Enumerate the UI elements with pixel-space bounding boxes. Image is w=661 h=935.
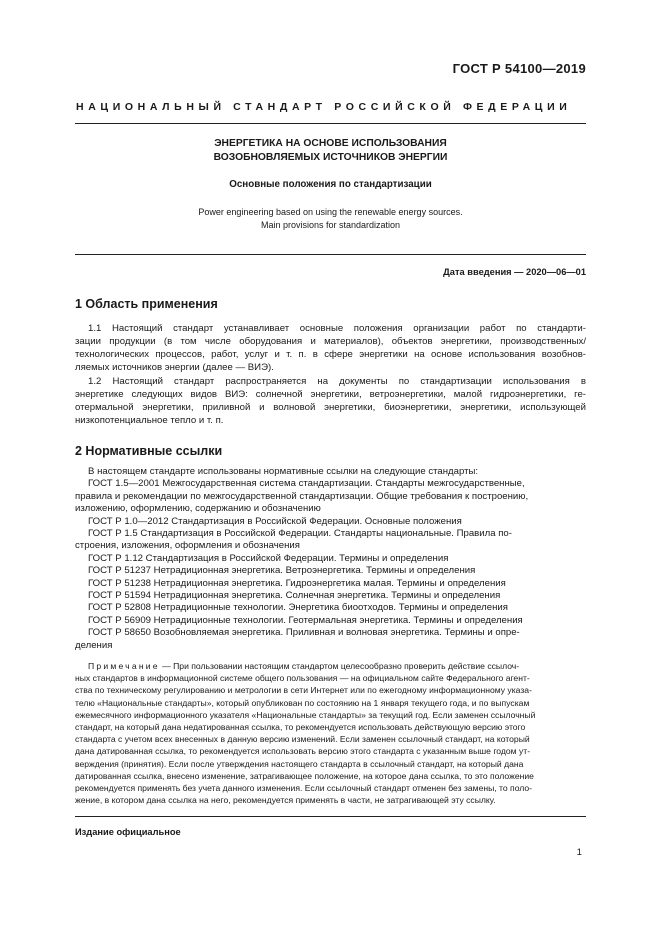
reference-line: ГОСТ Р 51238 Нетрадиционная энергетика. Гидроэнергетика малая. Термины и определения xyxy=(88,577,506,589)
title-line-1: ЭНЕРГЕТИКА НА ОСНОВЕ ИСПОЛЬЗОВАНИЯ xyxy=(214,138,447,149)
note-line: дана датированная ссылка, то рекомендуется использовать версию этого стандарта с указанным выше годом ут- xyxy=(75,746,531,757)
note-line: верждения (принятия). Если после утверждения настоящего стандарта в ссылочный стандарт, на который дана xyxy=(75,758,524,769)
reference-line: ГОСТ Р 51594 Нетрадиционная энергетика. Солнечная энергетика. Термины и определения xyxy=(88,590,501,602)
official-edition-label: Издание официальное xyxy=(75,827,181,837)
top-divider xyxy=(75,123,586,124)
reference-line: изложению, оформлению, содержанию и обозначению xyxy=(75,503,321,515)
references-note xyxy=(75,660,586,806)
english-title-line-2: Main provisions for standardization xyxy=(260,220,401,230)
document-number: ГОСТ Р 54100—2019 xyxy=(452,61,586,76)
paragraph-line: технологических процессов, работ, услуг и т. п. в сфере энергетики на основе использования возобнов- xyxy=(75,349,586,360)
note-line: телю «Национальные стандарты», который опубликован по состоянию на 1 января текущего года, и по выпускам xyxy=(75,697,530,708)
note-label: Примечание xyxy=(88,661,160,671)
note-line: ежемесячного информационного указателя «Национальные стандарты» за текущий год. Если заменен ссылочный xyxy=(75,709,536,720)
paragraph-line: ляемых источников энергии (далее — ВИЭ). xyxy=(75,362,274,373)
note-line: датированная ссылка, внесено изменение, затрагивающее положение, на которое дана ссылка, то это положение xyxy=(75,770,534,781)
normative-references-list xyxy=(75,466,586,652)
reference-line: деления xyxy=(75,639,113,651)
english-title-line-1: Power engineering based on using the renewable energy sources. xyxy=(198,207,463,217)
paragraph-line: зации продукции (в том числе оборудования и материалов), объектов энергетики, производственных/ xyxy=(75,336,586,347)
paragraph-line: 1.1 Настоящий стандарт устанавливает основные положения организации работ по стандарти- xyxy=(88,323,586,334)
section-1-paragraph-1 xyxy=(75,322,586,374)
reference-line: ГОСТ Р 56909 Нетрадиционные технологии. Геотермальная энергетика. Термины и определения xyxy=(88,614,523,626)
paragraph-line: 1.2 Настоящий стандарт распространяется на документы по стандартизации использования в xyxy=(88,376,586,387)
document-subtitle: Основные положения по стандартизации xyxy=(229,179,432,190)
note-line: стандарта с учетом всех внесенных в данную версию изменений. Если заменен ссылочный стандарт, на который xyxy=(75,734,530,745)
reference-line: правила и рекомендации по межгосударственной стандартизации. Общие требования к построению, xyxy=(75,490,529,502)
paragraph-line: низкопотенциальное тепло и т. п. xyxy=(75,415,224,426)
page-number: 1 xyxy=(576,847,582,858)
footer-divider xyxy=(75,816,586,817)
document-title xyxy=(75,137,586,165)
section-1-paragraph-2 xyxy=(75,375,586,427)
note-text: — При пользовании настоящим стандартом целесообразно проверить действие ссылоч- xyxy=(159,661,520,671)
title-line-2: ВОЗОБНОВЛЯЕМЫХ ИСТОЧНИКОВ ЭНЕРГИИ xyxy=(213,152,448,163)
section-1-heading: 1 Область применения xyxy=(75,297,218,311)
reference-line: ГОСТ Р 52808 Нетрадиционные технологии. Энергетика биоотходов. Термины и определения xyxy=(88,602,508,614)
reference-line: В настоящем стандарте использованы нормативные ссылки на следующие стандарты: xyxy=(88,466,479,477)
note-line: жение, в котором дана ссылка на него, рекомендуется применять в части, не затрагивающей эту ссылку. xyxy=(75,795,496,806)
reference-line: ГОСТ Р 1.5 Стандартизация в Российской Федерации. Стандарты национальные. Правила по- xyxy=(88,528,512,540)
section-2-heading: 2 Нормативные ссылки xyxy=(75,444,223,458)
reference-line: ГОСТ Р 1.0—2012 Стандартизация в Российской Федерации. Основные положения xyxy=(88,515,462,527)
reference-line: строения, изложения, оформления и обозначения xyxy=(75,540,300,552)
note-line xyxy=(75,660,586,672)
introduction-date: Дата введения — 2020—06—01 xyxy=(443,267,586,277)
reference-line: ГОСТ 1.5—2001 Межгосударственная система стандартизации. Стандарты межгосударственные, xyxy=(88,478,525,490)
reference-line: ГОСТ Р 51237 Нетрадиционная энергетика. Ветроэнергетика. Термины и определения xyxy=(88,565,476,577)
middle-divider xyxy=(75,254,586,255)
reference-line: ГОСТ Р 58650 Возобновляемая энергетика. Приливная и волновая энергетика. Термины и опре- xyxy=(88,627,520,639)
english-title xyxy=(75,206,586,232)
paragraph-line: энергетике следующих видов ВИЭ: солнечной энергетики, ветроэнергетики, малой гидроэнергетики, ге- xyxy=(75,389,586,400)
note-line: рекомендуется применять без учета данного изменения. Если ссылочный стандарт отменен без замены, то поло- xyxy=(75,783,533,794)
note-line: стандарт, на который дана недатированная ссылка, то рекомендуется использовать действующую версию этого xyxy=(75,722,526,733)
paragraph-line: отермальной энергетики, приливной и волновой энергетики, биоэнергетики, энергетики, использующей xyxy=(75,402,586,413)
reference-line: ГОСТ Р 1.12 Стандартизация в Российской Федерации. Термины и определения xyxy=(88,552,449,564)
note-line: ных стандартов в информационной системе общего пользования — на официальном сайте Федерального агент- xyxy=(75,673,530,684)
national-standard-banner: НАЦИОНАЛЬНЫЙ СТАНДАРТ РОССИЙСКОЙ ФЕДЕРАЦИИ xyxy=(76,101,572,113)
note-line: ства по техническому регулированию и метрологии в сети Интернет или по ежегодному информационному указа- xyxy=(75,685,532,696)
